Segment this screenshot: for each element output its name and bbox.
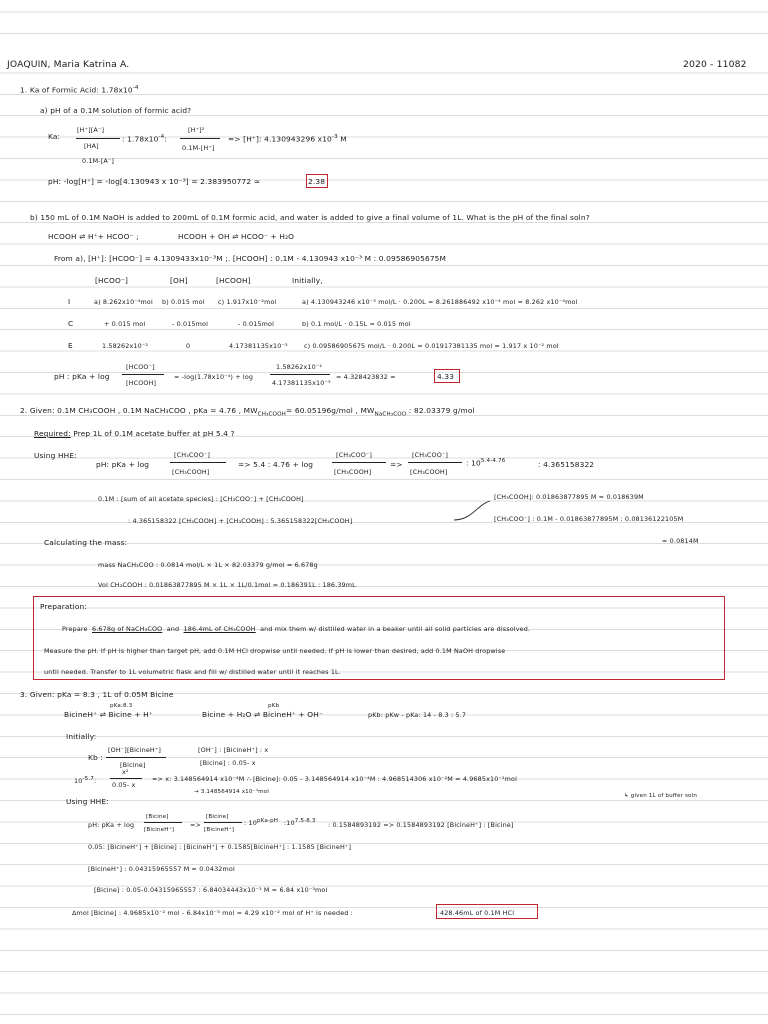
ka-denominator: [HA] [84, 142, 99, 150]
ice-row-c-hcooh: - 0.015mol [238, 320, 275, 328]
hhe-2-numerator: [CH₃COO⁻] [174, 451, 211, 459]
problem-1-title: 1. Ka of Formic Acid: $1.78x10^{-4}$ [20, 85, 139, 95]
ice-row-i-label: I [68, 297, 71, 306]
preparation-line-3: until needed. Transfer to 1L volumetric flask and fill w/ distilled water until it reaches 1L. [44, 668, 341, 676]
hhe-2-denominator-2: [CH₃COOH] [334, 468, 372, 476]
hhe-3-power-2: $:10^{7.5-8.3}$ [284, 818, 316, 828]
x-solution-note: → 3.148564914 x10⁻⁴mol [194, 789, 269, 795]
ice-row-e-hcoo: 1.58262x10⁻² [102, 342, 149, 350]
calculating-mass-label: Calculating the mass: [44, 538, 128, 547]
ch3coo-result: [CH₃COO⁻] : 0.1M - 0.01863877895M : 0.08136122105M [494, 515, 684, 523]
bicine-equilibrium-2: Bicine + H₂O ⇌ BicineH⁺ + OH⁻ [202, 710, 324, 719]
from-part-a: From a), [H⁺]: [HCOO⁻] = 4.1309433x10⁻³M ;. [HCOOH] : 0.1M - 4.130943 x10⁻³ M : 0.09586905675M [54, 254, 447, 263]
ka-value: : $1.78x10^{-4}$: [122, 134, 167, 144]
ice-row-e-label: E [68, 341, 73, 350]
hhe-2-middle: => 5.4 : 4.76 + log [238, 460, 314, 469]
final-answer: 428.46mL of 0.1M HCl [440, 909, 515, 917]
bicine-concentration: [Bicine] : 0.05-0.04315965557 : 6.84034443x10⁻³ M ≃ 6.84 x10⁻³mol [94, 886, 328, 894]
ice-row-c-calc: b) 0.1 mol/L · 0.15L = 0.015 mol [302, 320, 411, 328]
using-hhe-label-3: Using HHE: [66, 797, 109, 806]
ka-numerator-2: [H⁺]² [188, 126, 205, 134]
ka-label: Ka: [48, 132, 61, 141]
hhe-2-lhs: pH: pKa + log [96, 460, 150, 469]
acetate-sum-line-2: : 4.365158322 [CH₃COOH] + [CH₃COOH] : 5.365158322[CH₃COOH] [128, 517, 353, 525]
ph-b-denominator-2: 4.17381135x10⁻³ [272, 379, 331, 387]
ice-row-i-oh: b) 0.015 mol [162, 298, 205, 306]
ph-b-middle: = -log(1.78x10⁻⁴) + log [174, 373, 254, 381]
ice-header-hcoo: [HCOO⁻] [95, 276, 129, 285]
ph-b-numerator-2: 1.58262x10⁻² [276, 363, 323, 371]
kb-side-2: [Bicine] : 0.05- x [200, 759, 256, 767]
ph-b-denominator: [HCOOH] [126, 379, 157, 387]
ice-header-initially: Initially, [292, 276, 323, 285]
ph-calculation: pH: -log[H⁺] = -log[4.130943 x 10⁻³] = 2.383950772 ≃ [48, 177, 261, 186]
hhe-3-denominator-2: [BicineH⁺] [204, 827, 235, 833]
ice-header-oh: [OH] [170, 276, 188, 285]
ice-row-i-hcooh: c) 1.917x10⁻²mol [218, 298, 277, 306]
hhe-2-power: : $10^{5.4-4.76}$ [466, 458, 506, 468]
hhe-2-arrow: => [390, 460, 403, 469]
ph-b-lhs: pH : pKa + log [54, 372, 110, 381]
kb-label: Kb : [88, 753, 103, 762]
x-squared: x² [122, 768, 129, 776]
ten-power: $10^{-5.7}$: [74, 776, 97, 786]
pkb-calculation: pKb: pKw - pKa: 14 - 8.3 : 5.7 [368, 711, 467, 719]
problem-2-given: 2. Given: 0.1M CH₃COOH , 0.1M NaCH₃COO , pKa = 4.76 , $MW_{CH_3COOH}= 60.05196g/mol$ , $MW_{NaCH_3COO}$ : 82.03379 g/mol [20, 406, 475, 418]
acetate-sum-line: 0.1M : [sum of all acetate species] : [CH₃COO⁻] + [CH₃COOH] [98, 495, 304, 503]
bicineh-concentration: [BicineH⁺] : 0.04315965557 M ≃ 0.0432mol [88, 865, 235, 873]
ice-row-i-calc: a) 4.130943246 x10⁻³ mol/L · 0.200L = 8.261886492 x10⁻⁴ mol ≃ 8.262 x10⁻⁴mol [302, 298, 578, 306]
ka-note: 0.1M-[A⁻] [82, 157, 115, 165]
eq2-pkb-label: pKb [268, 703, 280, 709]
hhe-3-power: : $10^{pKa-pH}$ [244, 818, 279, 828]
equilibrium-2: HCOOH + OH ⇌ HCOO⁻ + H₂O [178, 232, 295, 241]
x-denominator: 0.05- x [112, 781, 136, 789]
using-hhe-label: Using HHE: [34, 451, 77, 460]
ka-numerator: [H⁺][A⁻] [77, 126, 105, 134]
ice-row-e-hcooh: 4.17381135x10⁻³ [229, 342, 288, 350]
ph-b-result: = 4.328423832 ≃ [336, 373, 396, 381]
preparation-title: Preparation: [40, 602, 87, 611]
ch3cooh-result: [CH₃COOH]: 0.01863877895 M ≃ 0.018639M [494, 493, 644, 501]
hhe-3-denominator: [BicineH⁺] [144, 827, 175, 833]
x-solution: => x: 3.148564914 x10⁻⁴M ∴ [Bicine]: 0.05 - 3.148564914 x10⁻⁴M : 4.968514306 x10⁻²M ≃ 4.9685x10⁻²mol [152, 775, 518, 783]
hhe-3-numerator-2: [Bicine] [206, 814, 229, 820]
student-name: JOAQUIN, Maria Katrina A. [7, 59, 130, 70]
hhe-2-denominator: [CH₃COOH] [172, 468, 210, 476]
hhe-3-arrow: => [190, 821, 202, 829]
h-concentration: => [H⁺]: 4.130943296 $x10^{-3}$ M [228, 134, 347, 144]
initially-label: Initially: [66, 732, 97, 741]
hhe-3-lhs: pH: pKa + log [88, 821, 135, 829]
hhe-2-denominator-3: [CH₃COOH] [410, 468, 448, 476]
kb-side-1: [OH⁻] : [BicineH⁺] : x [198, 746, 269, 754]
volume-calculation: Vol CH₃COOH : 0.01863877895 M × 1L × 1L/0.1mol = 0.186391L : 186.39mL [98, 581, 356, 589]
ice-row-c-label: C [68, 319, 74, 328]
student-id: 2020 - 11082 [683, 59, 747, 70]
bicine-sum-line: 0.05: [BicineH⁺] + [Bicine] : [BicineH⁺] + 0.1585[BicineH⁺] : 1.1585 [BicineH⁺] [88, 843, 352, 851]
ch3coo-approx: ≃ 0.0814M [662, 537, 699, 545]
ph-b-numerator: [HCOO⁻] [126, 363, 155, 371]
hhe-2-ratio: : 4.365158322 [538, 460, 595, 469]
curve-arrow-icon [452, 498, 492, 524]
ice-row-c-oh: - 0.015mol [172, 320, 209, 328]
problem-1a-question: a) pH of a 0.1M solution of formic acid? [40, 106, 192, 115]
bicine-equilibrium-1: BicineH⁺ ⇌ Bicine + H⁺ [64, 710, 153, 719]
delta-mol-line: Δmol [Bicine] : 4.9685x10⁻² mol - 6.84x10⁻³ mol = 4.29 x10⁻² mol of H⁺ is needed : [72, 909, 353, 917]
ice-row-e-calc: c) 0.09586905675 mol/L · 0.200L = 0.01917381135 mol ≃ 1.917 x 10⁻² mol [304, 342, 559, 350]
ice-row-i-hcoo: a) 8.262x10⁻⁴mol [94, 298, 153, 306]
problem-2-required: Required: Prep 1L of 0.1M acetate buffer at pH 5.4 ? [34, 429, 235, 438]
buffer-note: ↳ given 1L of buffer soln [624, 793, 698, 799]
hhe-3-ratio: : 0.1584893192 => 0.1584893192 [BicineH⁺] : [Bicine] [328, 821, 514, 829]
equilibrium-1: HCOOH ⇌ H⁺+ HCOO⁻ ; [48, 232, 139, 241]
hhe-3-numerator: [Bicine] [146, 814, 169, 820]
ph-answer-a: 2.38 [308, 177, 326, 186]
ka-denominator-2: 0.1M-[H⁺] [182, 144, 215, 152]
ice-row-e-oh: 0 [186, 342, 191, 350]
ice-row-c-hcoo: + 0.015 mol [104, 320, 146, 328]
hhe-2-numerator-2: [CH₃COO⁻] [336, 451, 373, 459]
hhe-2-numerator-3: [CH₃COO⁻] [412, 451, 449, 459]
preparation-line-1: Prepare 6.678g of NaCH₃COO and 186.4mL of CH₃COOH and mix them w/ distilled water in a beaker until all solid particles are dissolved. [62, 625, 531, 633]
ph-answer-b: 4.33 [437, 372, 455, 381]
mass-calculation: mass NaCH₃COO : 0.0814 mol/L × 1L × 82.03379 g/mol = 6.678g [98, 561, 318, 569]
problem-3-given: 3. Given: pKa = 8.3 , 1L of 0.05M Bicine [20, 690, 174, 699]
ice-header-hcooh: [HCOOH] [216, 276, 251, 285]
kb-numerator: [OH⁻][BicineH⁺] [108, 746, 162, 754]
eq1-pka-label: pKa:8.3 [110, 703, 133, 709]
preparation-line-2: Measure the pH. If pH is higher than target pH, add 0.1M HCl dropwise until needed. If pH is lower than desired, add 0.1M NaOH dropwise [44, 647, 506, 655]
kb-denominator: [Bicine] [120, 761, 146, 769]
problem-1b-question: b) 150 mL of 0.1M NaOH is added to 200mL of 0.1M formic acid, and water is added to give a final volume of 1L. What is the pH of the final soln? [30, 213, 590, 222]
